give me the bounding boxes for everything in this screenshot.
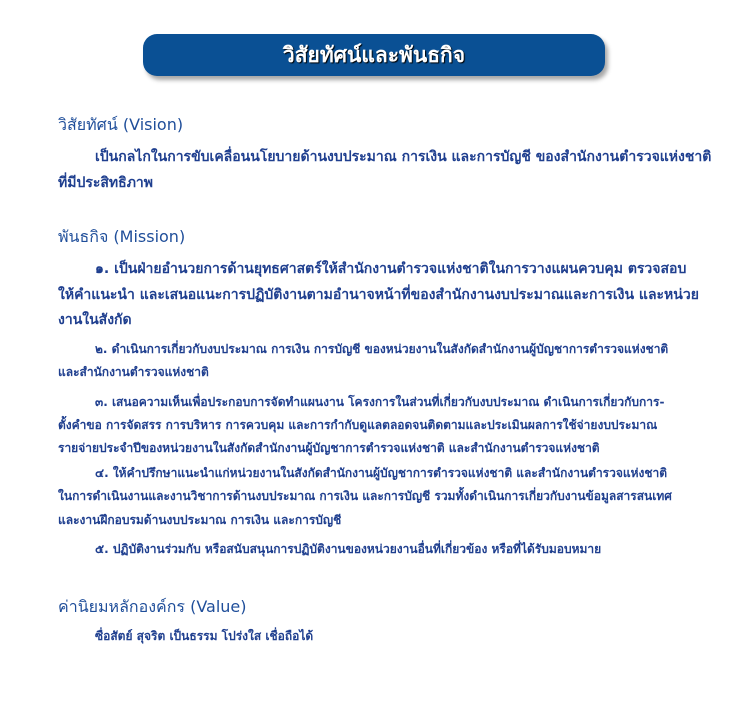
mission-item-3-line: ตั้งคำขอ การจัดสรร การบริหาร การควบคุม และการกำกับดูแลตลอดจนติดตามและประเมินผลการใช้จ่ายงบประมาณ xyxy=(58,418,658,432)
vision-text-line: ที่มีประสิทธิภาพ xyxy=(58,175,154,191)
mission-item-1-line: ให้คำแนะนำ และเสนอแนะการปฏิบัติงานตามอำนาจหน้าที่ของสำนักงานงบประมาณและการเงิน และหน่วย xyxy=(58,287,699,303)
mission-item-4-line: ในการดำเนินงานและงานวิชาการด้านงบประมาณ การเงิน และการบัญชี รวมทั้งดำเนินการเกี่ยวกับงานข้อมูลสารสนเทศ xyxy=(58,489,672,503)
mission-item-1-line: งานในสังกัด xyxy=(58,312,132,328)
mission-item-4-line: ๔. ให้คำปรึกษาแนะนำแก่หน่วยงานในสังกัดสำนักงานผู้บัญชาการตำรวจแห่งชาติ และสำนักงานตำรวจแห่งชาติ xyxy=(95,466,668,480)
vision-heading: วิสัยทัศน์ (Vision) xyxy=(58,115,184,134)
mission-item-2-line: และสำนักงานตำรวจแห่งชาติ xyxy=(58,365,209,379)
vision-text-line: เป็นกลไกในการขับเคลื่อนนโยบายด้านงบประมาณ การเงิน และการบัญชี ของสำนักงานตำรวจแห่งชาติ xyxy=(95,149,712,165)
page-banner xyxy=(143,34,605,76)
mission-heading: พันธกิจ (Mission) xyxy=(58,227,186,246)
page-title: วิสัยทัศน์และพันธกิจ xyxy=(282,42,466,67)
mission-item-3-line: ๓. เสนอความเห็นเพื่อประกอบการจัดทำแผนงาน โครงการในส่วนที่เกี่ยวกับงบประมาณ ดำเนินการเกี่ยวกับการ- xyxy=(95,395,665,409)
value-heading: ค่านิยมหลักองค์กร (Value) xyxy=(58,597,247,616)
mission-item-1-line: ๑. เป็นฝ่ายอำนวยการด้านยุทธศาสตร์ให้สำนักงานตำรวจแห่งชาติในการวางแผนควบคุม ตรวจสอบ xyxy=(95,261,687,277)
mission-item-4-line: และงานฝึกอบรมด้านงบประมาณ การเงิน และการบัญชี xyxy=(58,513,342,527)
mission-item-5-line: ๕. ปฏิบัติงานร่วมกับ หรือสนับสนุนการปฏิบัติงานของหน่วยงานอื่นที่เกี่ยวข้อง หรือที่ได้รับมอบหมาย xyxy=(95,542,602,556)
value-text-line: ซื่อสัตย์ สุจริต เป็นธรรม โปร่งใส เชื่อถือได้ xyxy=(95,629,314,643)
mission-item-3-line: รายจ่ายประจำปีของหน่วยงานในสังกัดสำนักงานผู้บัญชาการตำรวจแห่งชาติ และสำนักงานตำรวจแห่งชาติ xyxy=(58,441,600,455)
mission-item-2-line: ๒. ดำเนินการเกี่ยวกับงบประมาณ การเงิน การบัญชี ของหน่วยงานในสังกัดสำนักงานผู้บัญชาการตำรวจแห่งชาติ xyxy=(95,342,669,356)
